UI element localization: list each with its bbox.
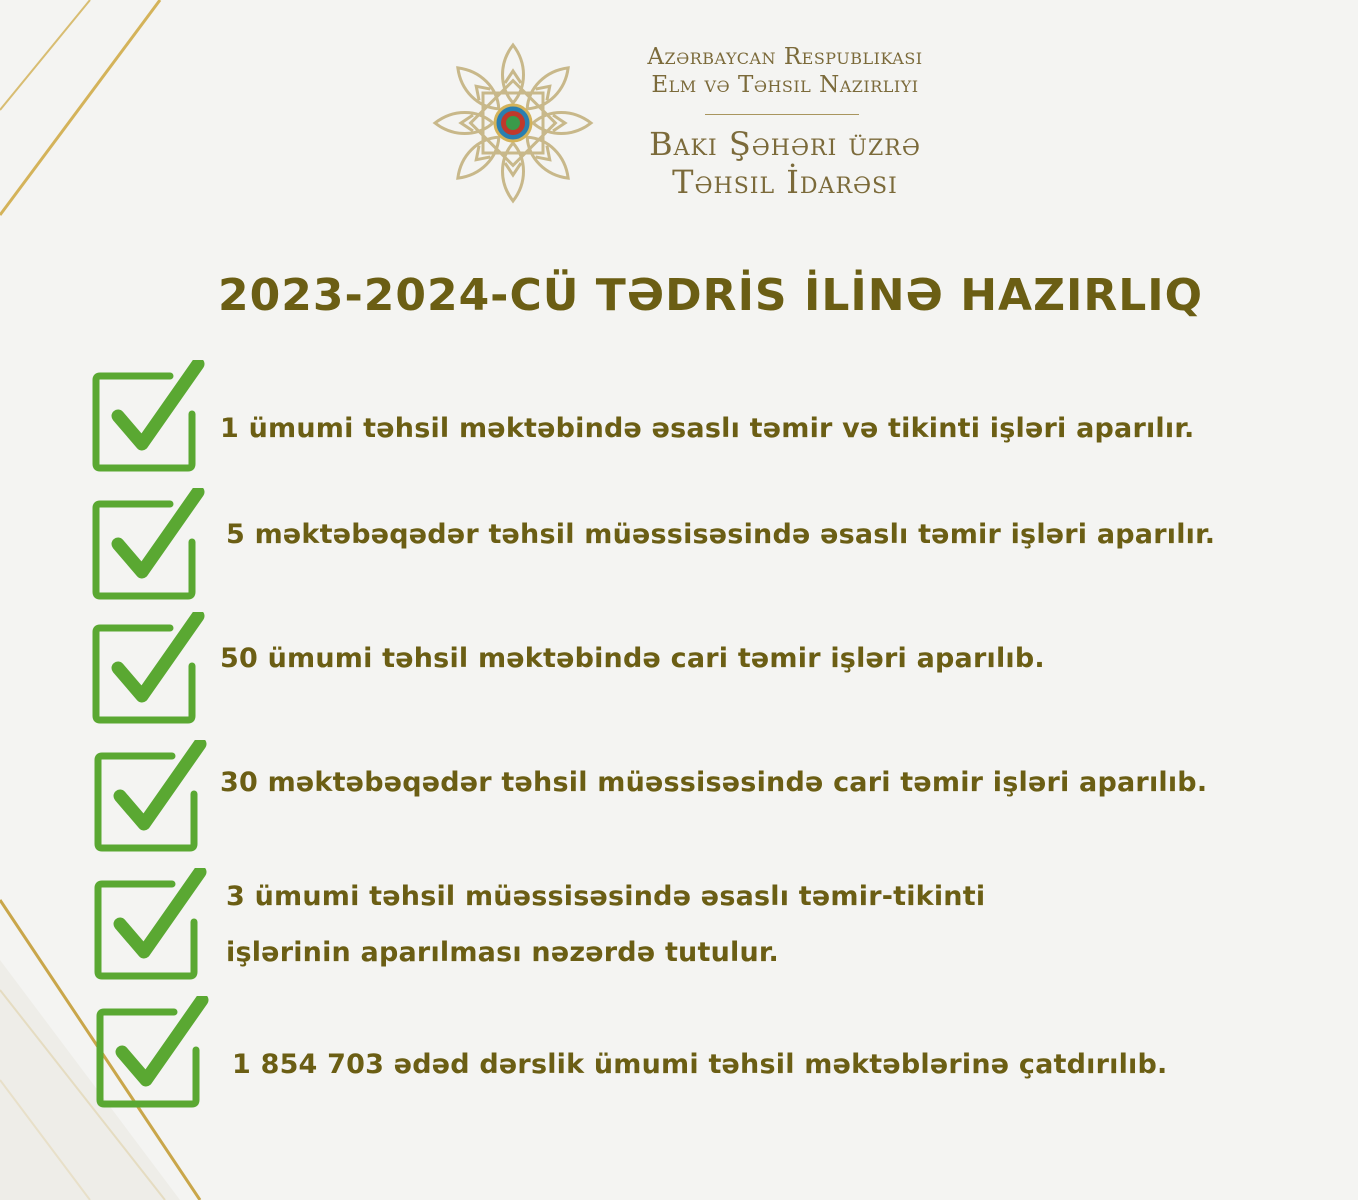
- ministry-name-line1: Azərbaycan Respublikası: [647, 44, 923, 70]
- checklist-item-text: işlərinin aparılması nəzərdə tutulur.: [226, 937, 780, 968]
- checklist-item-text: 50 ümumi təhsil məktəbində cari təmir işləri aparılıb.: [220, 643, 1045, 674]
- checkbox-checked-icon: [96, 996, 216, 1116]
- checkbox-checked-icon: [92, 360, 212, 480]
- checkbox-checked-icon: [92, 612, 212, 732]
- header: [0, 0, 1358, 230]
- header-divider: [705, 114, 859, 115]
- checklist-item-text: 1 ümumi təhsil məktəbində əsaslı təmir və tikinti işləri aparılır.: [220, 413, 1195, 444]
- department-name-line1: Bakı Şəhəri üzrə: [649, 125, 921, 163]
- department-name-line2: Təhsil İdarəsi: [672, 163, 898, 201]
- checkbox-checked-icon: [94, 868, 214, 988]
- checklist-item-text: 1 854 703 ədəd dərslik ümumi təhsil məktəblərinə çatdırılıb.: [232, 1049, 1168, 1080]
- checklist-item-text: 5 məktəbəqədər təhsil müəssisəsində əsaslı təmir işləri aparılır.: [226, 519, 1216, 550]
- checkbox-checked-icon: [92, 488, 212, 608]
- checklist-item-text: 3 ümumi təhsil müəssisəsində əsaslı təmir-tikinti: [226, 881, 986, 912]
- checkbox-checked-icon: [94, 740, 214, 860]
- ministry-name-line2: Elm və Təhsil Nazirliyi: [651, 72, 919, 98]
- checklist-item-text: 30 məktəbəqədər təhsil müəssisəsində cari təmir işləri aparılıb.: [220, 767, 1208, 798]
- ministry-emblem-icon: [430, 40, 596, 206]
- page-title: 2023-2024-CÜ TƏDRİS İLİNƏ HAZIRLIQ: [218, 270, 1204, 321]
